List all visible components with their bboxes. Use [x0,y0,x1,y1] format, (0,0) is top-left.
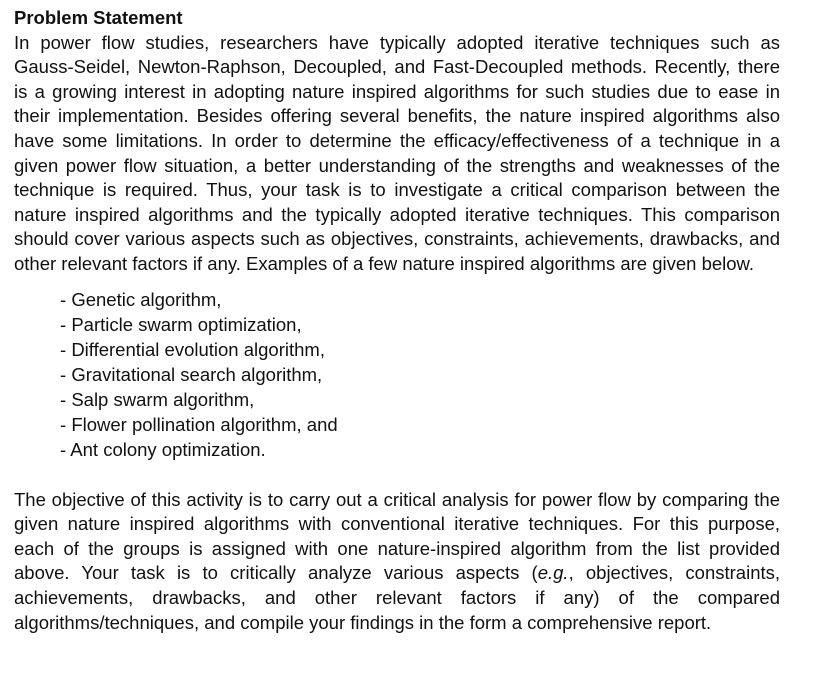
objective-eg: e.g. [537,562,569,584]
list-item: - Gravitational search algorithm, [60,362,780,387]
list-item: - Genetic algorithm, [60,287,780,312]
list-item: - Particle swarm optimization, [60,312,780,337]
objective-text-part2: , objectives, constraints, achievements, drawbacks, and other relevant factors if any) of the compared algorithms/techniques, and compile your findings in the form a comprehensive report. [14,562,781,633]
list-item: - Differential evolution algorithm, [60,337,780,362]
list-item: - Salp swarm algorithm, [60,387,780,412]
objective-text-part1: The objective of this activity is to carry out a critical analysis for power flow by comparing the given nature inspired algorithms with conventional iterative techniques. For this purpose, each of the groups is assigned with one nature-inspired algorithm from the list provided above. Your task is to critically analyze various aspects ( [14,488,780,584]
algorithm-list [60,287,780,462]
document-page [14,6,780,635]
list-item: - Ant colony optimization. [60,437,780,462]
intro-paragraph: In power flow studies, researchers have typically adopted iterative techniques such as Gauss-Seidel, Newton-Raphson, Decoupled, and Fast-Decoupled methods. Recently, there is a growing interest in adopting nature inspired algorithms for such studies due to ease in their implementation. Besides offering several benefits, the nature inspired algorithms also have some limitations. In order to determine the efficacy/effectiveness of a technique in a given power flow situation, a better understanding of the strengths and weaknesses of the technique is required. Thus, your task is to investigate a critical comparison between the nature inspired algorithms and the typically adopted iterative techniques. This comparison should cover various aspects such as objectives, constraints, achievements, drawbacks, and other relevant factors if any. Examples of a few nature inspired algorithms are given below. [14,31,780,274]
page-title: Problem Statement [14,7,183,28]
list-item: - Flower pollination algorithm, and [60,412,780,437]
objective-paragraph [14,488,780,636]
